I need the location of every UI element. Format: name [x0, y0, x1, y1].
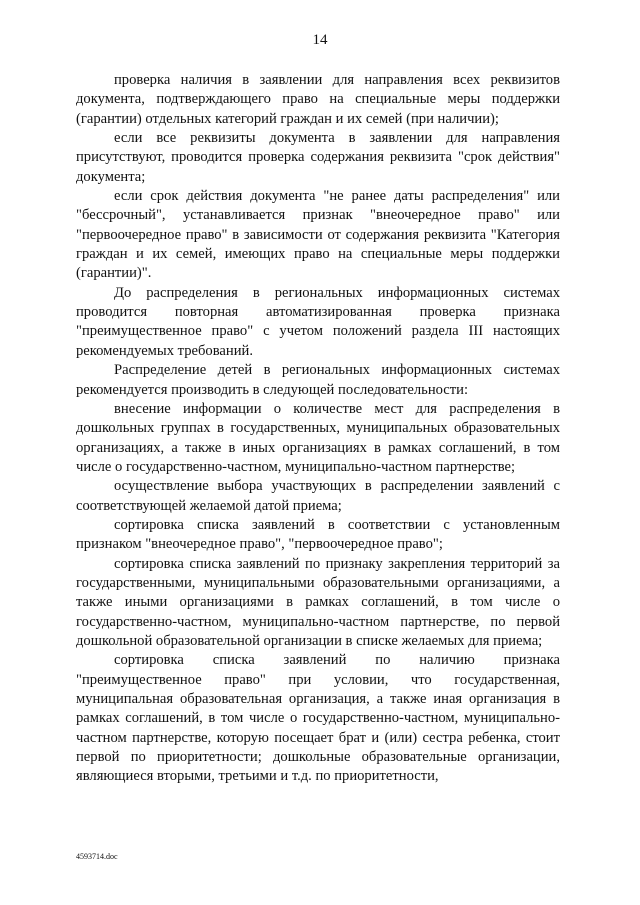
- page-number: 14: [312, 32, 328, 48]
- paragraph: До распределения в региональных информационных системах проводится повторная автоматизированная проверка признака "преимущественное право" с учетом положений раздела III настоящих рекомендуемых требований.: [76, 284, 560, 359]
- document-filename-footer: 4593714.doc: [76, 852, 118, 861]
- paragraph: внесение информации о количестве мест для распределения в дошкольных группах в государственных, муниципальных образовательных организациях, а также в иных организациях в рамках соглашений, в том числе о государственно-частном, муниципально-частном партнерстве;: [76, 400, 560, 475]
- paragraph: проверка наличия в заявлении для направления всех реквизитов документа, подтверждающего право на специальные меры поддержки (гарантии) отдельных категорий граждан и их семей (при наличии);: [76, 72, 560, 127]
- document-body: [76, 71, 560, 787]
- paragraph: сортировка списка заявлений в соответствии с установленным признаком "внеочередное право", "первоочередное право";: [76, 516, 560, 553]
- paragraph: если все реквизиты документа в заявлении для направления присутствуют, проводится проверка содержания реквизита "срок действия" документа;: [76, 130, 560, 185]
- paragraph: сортировка списка заявлений по наличию признака "преимущественное право" при условии, что государственная, муниципальная образовательная организация, а также иная организация в рамках соглашений, в том числе о государственно-частном, муниципально-частном партнерстве, которую посещает брат и (или) сестра ребенка, стоит первой по приоритетности; дошкольные образовательные организации, являющиеся вторыми, третьими и т.д. по приоритетности,: [76, 652, 560, 785]
- paragraph: осуществление выбора участвующих в распределении заявлений с соответствующей желаемой датой приема;: [76, 478, 560, 514]
- paragraph: Распределение детей в региональных информационных системах рекомендуется производить в следующей последовательности:: [76, 362, 560, 398]
- paragraph: сортировка списка заявлений по признаку закрепления территорий за государственными, муниципальными образовательными организациями, а также иными организациями в рамках соглашений, в том числе о государственно-частном, муниципально-частном партнерстве, по первой дошкольной образовательной организации в списке желаемых для приема;: [76, 555, 560, 649]
- paragraph: если срок действия документа "не ранее даты распределения" или "бессрочный", устанавливается признак "внеочередное право" или "первоочередное право" в зависимости от содержания реквизита "Категория граждан и их семей, имеющих право на специальные меры поддержки (гарантии)".: [76, 188, 560, 282]
